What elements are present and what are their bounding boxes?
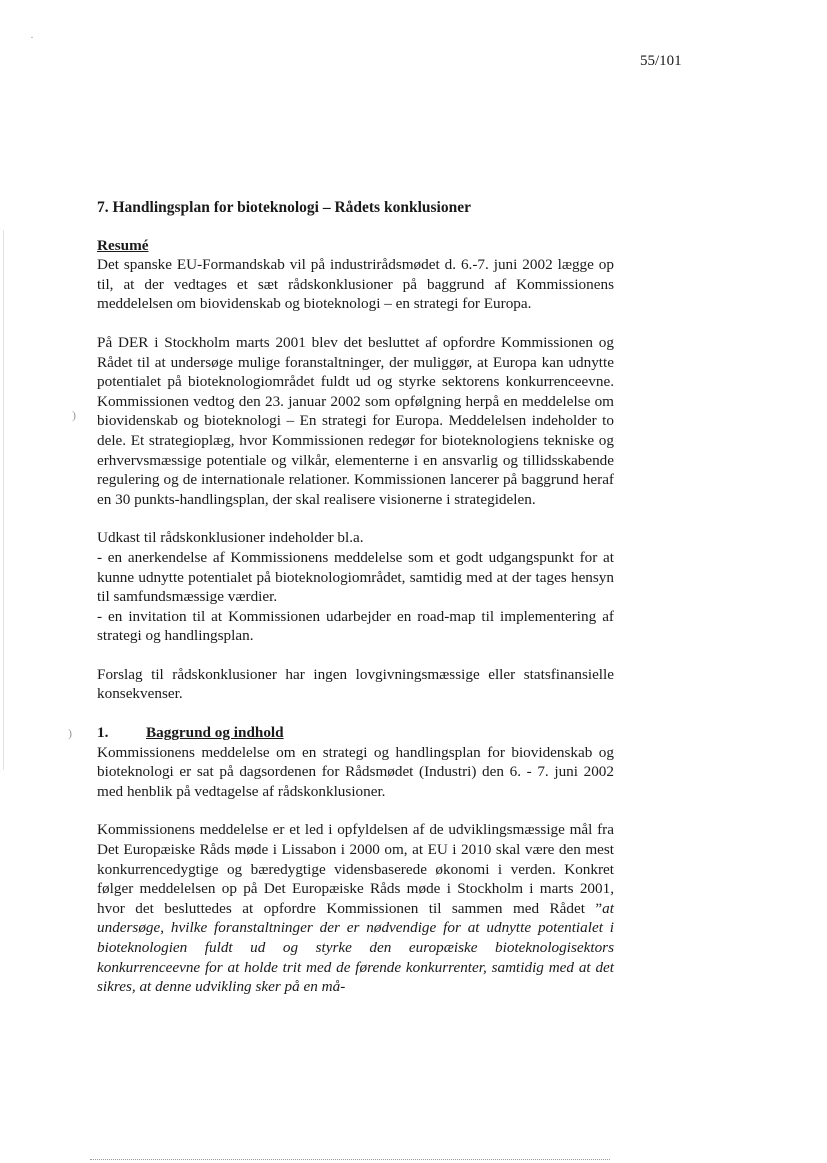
resume-heading: Resumé — [97, 236, 149, 254]
resume-paragraph-1: Det spanske EU-Formandskab vil på industrirådsmødet d. 6.-7. juni 2002 lægge op til, at der vedtages et sæt rådskonklusioner på baggrund af Kommissionens meddelelsen om biovidenskab og bioteknologi – en strategi for Europa. — [97, 256, 614, 313]
section-1-heading — [97, 723, 614, 743]
section-1-number: 1. — [97, 724, 109, 742]
resume-paragraph-2: På DER i Stockholm marts 2001 blev det besluttet af opfordre Kommissionen og Rådet til at undersøge mulige foranstaltninger, der muliggør, at Europa kan udnytte potentialet på bioteknologiområdet fuldt ud og styrke sektorens konkurrenceevne. Kommissionen vedtog den 23. januar 2002 som opfølgning herpå en meddelelse om biovidenskab og bioteknologi – En strategi for Europa. Meddelelsen indeholder to dele. Et strategioplæg, hvor Kommissionen redegør for bioteknologiens tekniske og erhvervsmæssige potentiale og vilkår, elementerne i en ansvarlig og tillidsskabende regulering og de internationale relationer. Kommissionen lancerer på baggrund heraf en 30 punkts-handlingsplan, der skal realisere visionerne i strategidelen. — [97, 333, 614, 508]
section-1-title: Baggrund og indhold — [146, 724, 284, 742]
scan-edge-line — [3, 230, 4, 770]
resume-paragraph-4: Forslag til rådskonklusioner har ingen lovgivningsmæssige eller statsfinansielle konsekvenser. — [97, 665, 614, 703]
page-number: 55/101 — [640, 53, 682, 69]
resume-conclusions-item-2: - en invitation til at Kommissionen udarbejder en road-map til implementering af strategi og handlingsplan. — [97, 607, 614, 645]
section-1-paragraph-2-text: Kommissionens meddelelse er et led i opfyldelsen af de udviklingsmæssige mål fra Det Europæiske Råds møde i Lissabon i 2000 om, at EU i 2010 skal være den mest konkurrencedygtige og bæredygtige vidensbaserede økonomi i verden. Konkret følger meddelelsen op på Det Europæiske Råds møde i Stockholm i marts 2001, hvor det besluttedes at opfordre Kommissionen til sammen med Rådet ” — [97, 821, 614, 917]
resume-conclusions-intro: Udkast til rådskonklusioner indeholder bl.a. — [97, 529, 364, 547]
section-1-paragraph-2 — [97, 820, 614, 996]
document-body — [97, 198, 614, 997]
scan-speck: · — [30, 30, 34, 44]
scan-footer-line — [90, 1159, 610, 1161]
scan-speck: ) — [68, 726, 72, 740]
section-1-quote: at undersøge, hvilke foranstaltninger der er nødvendige for at udnytte potentialet i bioteknologien fuldt ud og styrke den europæiske bioteknologisektors konkurrenceevne for at holde trit med de førende konkurrenter, samtidig med at det sikres, at denne udvikling sker på en må- — [97, 899, 614, 996]
section-1-paragraph-1: Kommissionens meddelelse om en strategi og handlingsplan for biovidenskab og bioteknologi er sat på dagsordenen for Rådsmødet (Industri) den 6. - 7. juni 2002 med henblik på vedtagelse af rådskonklusioner. — [97, 743, 614, 800]
scan-speck: ) — [72, 408, 76, 422]
resume-conclusions-item-1: - en anerkendelse af Kommissionens meddelelse som et godt udgangspunkt for at kunne udnytte potentialet på bioteknologiområdet, samtidig med at der tages hensyn til samfundsmæssige værdier. — [97, 548, 614, 606]
document-title: 7. Handlingsplan for bioteknologi – Rådets konklusioner — [97, 199, 471, 216]
